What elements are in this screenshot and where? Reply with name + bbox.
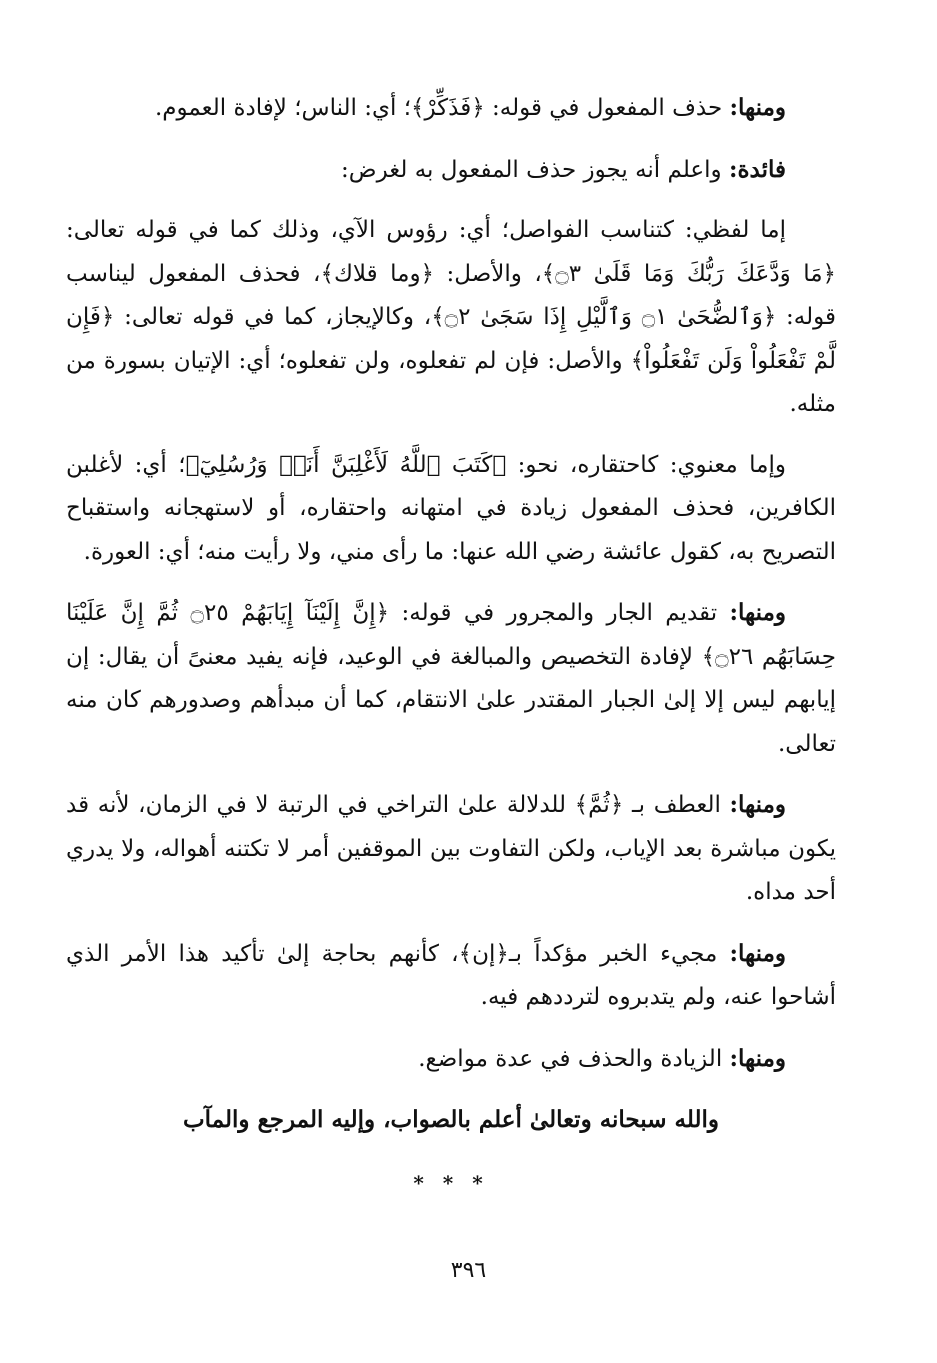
paragraph-lead: ومنها: xyxy=(729,94,786,121)
paragraph-benefit-note xyxy=(66,148,836,193)
section-separator: * * * xyxy=(413,1170,489,1195)
paragraph-omission-generality xyxy=(66,86,836,131)
paragraph-lead: ومنها: xyxy=(729,599,787,626)
paragraph-text: واعلم أنه يجوز حذف المفعول به لغرض: xyxy=(341,156,722,183)
page-number: ٣٩٦ xyxy=(450,1258,487,1283)
closing-line: والله سبحانه وتعالىٰ أعلم بالصواب، وإليه المرجع والمآب xyxy=(183,1106,719,1133)
paragraph-addition-omission xyxy=(66,1037,836,1082)
paragraph-semantic-reason xyxy=(66,444,836,575)
paragraph-text: إما لفظي: كتناسب الفواصل؛ أي: رؤوس الآي، وذلك كما في قوله تعالى: ﴿مَا وَدَّعَكَ رَبُّكَ وَمَا قَلَىٰ ۝٣﴾، والأصل: ﴿وما قلاك﴾، فحذف المفعول ليناسب قوله: ﴿وَٱلضُّحَىٰ ۝١ وَٱلَّيْلِ إِذَا سَجَىٰ ۝٢﴾، وكالإيجاز، كما في قوله تعالى: ﴿فَإِن لَّمْ تَفْعَلُواْ وَلَن تَفْعَلُواْ﴾ والأصل: فإن لم تفعلوه، ولن تفعلوه؛ أي: الإتيان بسورة من مثله. xyxy=(66,217,837,417)
paragraph-emphasis-inna xyxy=(66,932,836,1020)
paragraph-text: وإما معنوي: كاحتقاره، نحو: ﴿كَتَبَ ٱللَّهُ لَأَغْلِبَنَّ أَنَا۠ وَرُسُلِيٓ﴾؛ أي: لأغلبن الكافرين، فحذف المفعول زيادة في امتهانه واحتقاره، أو لاستهجانه واستقباح التصريح به، كقول عائشة رضي الله عنها: ما رأى مني، ولا رأيت منه؛ أي: العورة. xyxy=(66,451,836,565)
paragraph-conjunction-thumma xyxy=(66,783,836,915)
page-body xyxy=(66,86,836,1205)
paragraph-text: مجيء الخبر مؤكداً بـ﴿إن﴾، كأنهم بحاجة إلىٰ تأكيد هذا الأمر الذي أشاحوا عنه، ولم يتدبروه لترددهم فيه. xyxy=(66,940,836,1010)
paragraph-lead: ومنها: xyxy=(729,939,786,967)
paragraph-text: العطف بـ ﴿ثُمَّ﴾ للدلالة علىٰ التراخي في الرتبة لا في الزمان، لأنه قد يكون مباشرة بعد الإياب، ولكن التفاوت بين الموقفين أمر لا تكتنه أهواله، ولا يدري أحد مداه. xyxy=(66,792,836,905)
paragraph-fronting-prepositional xyxy=(66,591,836,766)
paragraph-text: تقديم الجار والمجرور في قوله: ﴿إِنَّ إِلَيْنَآ إِيَابَهُمْ ۝٢٥ ثُمَّ إِنَّ عَلَيْنَا حِسَابَهُم ۝٢٦﴾ لإفادة التخصيص والمبالغة في الوعيد، فإنه يفيد معنىً أن يقال: إن إيابهم ليس إلا إلىٰ الجبار المقتدر علىٰ الانتقام، كما أن مبدأهم وصدورهم كان منه تعالى. xyxy=(66,600,836,757)
paragraph-text: حذف المفعول في قوله: ﴿فَذَكِّرْ﴾؛ أي: الناس؛ لإفادة العموم. xyxy=(154,95,723,121)
paragraph-verbal-reason xyxy=(66,209,836,427)
paragraph-text: الزيادة والحذف في عدة مواضع. xyxy=(418,1045,723,1072)
paragraph-lead: ومنها: xyxy=(729,791,786,818)
paragraph-lead: ومنها: xyxy=(729,1044,786,1072)
paragraph-lead: فائدة: xyxy=(728,155,786,183)
